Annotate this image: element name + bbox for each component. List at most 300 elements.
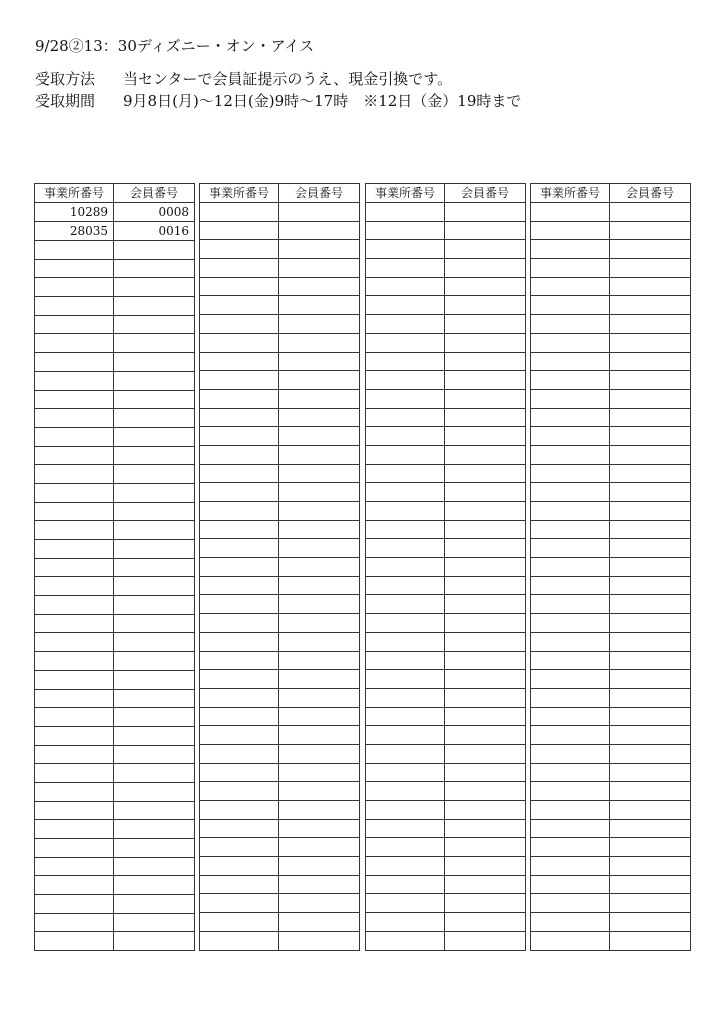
member-number-cell (279, 875, 360, 894)
office-number-cell (35, 353, 114, 372)
member-number-cell (445, 371, 526, 390)
table-row (366, 296, 526, 315)
table-row (200, 576, 360, 595)
table-row (35, 521, 195, 540)
table-row (35, 689, 195, 708)
office-number-cell (531, 801, 610, 820)
table-row (200, 464, 360, 483)
member-number-cell (279, 576, 360, 595)
table-row (200, 614, 360, 633)
table-row (200, 838, 360, 857)
table-row (366, 277, 526, 296)
table-row (35, 577, 195, 596)
member-number-cell (114, 390, 195, 409)
member-number-cell (114, 633, 195, 652)
office-number-cell (200, 801, 279, 820)
office-number-cell (366, 221, 445, 240)
office-number-cell (366, 819, 445, 838)
office-number-cell (366, 838, 445, 857)
table-row (35, 334, 195, 353)
office-number-cell (531, 614, 610, 633)
member-number-cell (610, 296, 691, 315)
office-number-cell (35, 596, 114, 615)
member-number-cell (279, 670, 360, 689)
office-number-cell (366, 801, 445, 820)
office-number-cell (35, 241, 114, 260)
pickup-period-label: 受取期間 (35, 92, 96, 110)
member-table-4 (530, 183, 691, 951)
table-row (35, 764, 195, 783)
table-row (531, 913, 691, 932)
table-row (531, 744, 691, 763)
member-number-cell (114, 596, 195, 615)
office-number-cell (366, 315, 445, 334)
table-row (366, 782, 526, 801)
member-number-cell (445, 408, 526, 427)
member-number-cell (445, 707, 526, 726)
table-row (200, 389, 360, 408)
table-row (366, 931, 526, 950)
member-number-cell (279, 838, 360, 857)
member-number-cell (610, 857, 691, 876)
office-number-cell (200, 670, 279, 689)
table-row (35, 540, 195, 559)
office-number-cell (366, 371, 445, 390)
table-row (35, 203, 195, 222)
member-number-cell (445, 913, 526, 932)
office-number-header: 事業所番号 (366, 184, 445, 203)
office-number-cell (366, 352, 445, 371)
office-number-cell (366, 894, 445, 913)
member-number-cell (279, 296, 360, 315)
member-number-cell (114, 353, 195, 372)
table-row (35, 652, 195, 671)
office-number-cell (200, 726, 279, 745)
office-number-cell (366, 931, 445, 950)
office-number-cell (531, 576, 610, 595)
member-number-cell (279, 894, 360, 913)
office-number-cell (200, 539, 279, 558)
table-row (35, 409, 195, 428)
office-number-cell (531, 520, 610, 539)
office-number-cell (531, 277, 610, 296)
office-number-cell (200, 371, 279, 390)
table-row (200, 857, 360, 876)
table-row (366, 221, 526, 240)
office-number-cell (200, 614, 279, 633)
office-number-cell (366, 259, 445, 278)
table-row (366, 240, 526, 259)
member-number-cell (114, 876, 195, 895)
member-number-cell (114, 409, 195, 428)
member-number-cell (279, 221, 360, 240)
member-number-cell (445, 240, 526, 259)
table-row (531, 371, 691, 390)
office-number-cell (366, 763, 445, 782)
office-number-cell (366, 576, 445, 595)
member-number-cell (279, 782, 360, 801)
table-row (35, 633, 195, 652)
office-number-cell (366, 632, 445, 651)
office-number-cell (200, 520, 279, 539)
table-row (200, 931, 360, 950)
member-number-cell (610, 221, 691, 240)
pickup-period-value: 9月8日(月)～12日(金)9時～17時 ※12日（金）19時まで (123, 92, 522, 110)
member-number-cell (610, 931, 691, 950)
office-number-cell (531, 688, 610, 707)
member-number-cell (445, 576, 526, 595)
member-number-cell (610, 707, 691, 726)
office-number-cell (531, 203, 610, 222)
office-number-cell (200, 389, 279, 408)
member-number-cell (610, 520, 691, 539)
member-number-cell (279, 539, 360, 558)
member-number-cell (114, 689, 195, 708)
member-number-cell (279, 913, 360, 932)
office-number-cell (200, 259, 279, 278)
table-row (366, 576, 526, 595)
member-number-cell (610, 259, 691, 278)
table-row (35, 222, 195, 241)
table-row (366, 763, 526, 782)
table-header-row (366, 184, 526, 203)
table-row (35, 446, 195, 465)
table-row (531, 427, 691, 446)
office-number-cell (366, 203, 445, 222)
office-number-cell (35, 577, 114, 596)
table-row (200, 296, 360, 315)
table-row (200, 782, 360, 801)
member-number-cell (445, 875, 526, 894)
table-row (200, 259, 360, 278)
table-row (35, 371, 195, 390)
member-number-cell (114, 913, 195, 932)
table-row (531, 240, 691, 259)
table-row (35, 895, 195, 914)
member-number-header: 会員番号 (445, 184, 526, 203)
office-number-cell (35, 614, 114, 633)
member-number-cell (114, 465, 195, 484)
member-number-cell (279, 632, 360, 651)
office-number-cell (366, 782, 445, 801)
office-number-cell (200, 221, 279, 240)
table-row (531, 595, 691, 614)
office-number-cell (35, 278, 114, 297)
member-number-cell (445, 688, 526, 707)
member-number-cell (114, 764, 195, 783)
table-row (531, 221, 691, 240)
table-row (531, 632, 691, 651)
office-number-cell (531, 763, 610, 782)
member-number-cell (114, 502, 195, 521)
member-number-cell (445, 819, 526, 838)
office-number-cell (200, 464, 279, 483)
table-row (35, 390, 195, 409)
office-number-cell (366, 726, 445, 745)
member-number-cell (610, 483, 691, 502)
table-row (531, 558, 691, 577)
table-row (200, 558, 360, 577)
office-number-cell (35, 483, 114, 502)
member-number-cell (445, 259, 526, 278)
office-number-cell (35, 390, 114, 409)
table-row (35, 913, 195, 932)
member-number-cell (279, 595, 360, 614)
office-number-cell (366, 558, 445, 577)
member-number-cell (114, 577, 195, 596)
member-number-cell (445, 389, 526, 408)
office-number-cell (200, 688, 279, 707)
table-row (366, 371, 526, 390)
office-number-cell (366, 483, 445, 502)
table-row (35, 297, 195, 316)
member-number-cell (610, 333, 691, 352)
member-number-cell (445, 763, 526, 782)
member-number-cell (114, 820, 195, 839)
office-number-cell (366, 744, 445, 763)
office-number-cell (366, 502, 445, 521)
table-row (366, 315, 526, 334)
office-number-cell (366, 857, 445, 876)
table-row (200, 595, 360, 614)
member-number-header: 会員番号 (279, 184, 360, 203)
member-number-cell (279, 277, 360, 296)
table-row (531, 763, 691, 782)
member-number-cell (445, 595, 526, 614)
table-row (35, 483, 195, 502)
member-number-cell (114, 315, 195, 334)
office-number-cell (531, 819, 610, 838)
member-number-cell: 0016 (114, 222, 195, 241)
office-number-cell (35, 446, 114, 465)
office-number-cell (35, 913, 114, 932)
table-row (366, 688, 526, 707)
member-number-cell (610, 445, 691, 464)
office-number-cell (35, 465, 114, 484)
office-number-header: 事業所番号 (531, 184, 610, 203)
office-number-cell (366, 539, 445, 558)
pickup-period-line (35, 91, 521, 111)
office-number-cell (200, 707, 279, 726)
office-number-cell (366, 240, 445, 259)
office-number-cell (200, 931, 279, 950)
member-number-cell (114, 895, 195, 914)
office-number-cell (35, 764, 114, 783)
table-row (35, 801, 195, 820)
table-row (531, 464, 691, 483)
office-number-cell (200, 651, 279, 670)
member-number-cell (114, 614, 195, 633)
table-row (200, 744, 360, 763)
table-row (366, 408, 526, 427)
office-number-cell (531, 371, 610, 390)
office-number-cell (531, 445, 610, 464)
office-number-cell (35, 540, 114, 559)
office-number-cell (366, 614, 445, 633)
member-number-cell (114, 241, 195, 260)
office-number-cell (35, 801, 114, 820)
table-header-row (200, 184, 360, 203)
table-row (366, 894, 526, 913)
table-row (200, 315, 360, 334)
office-number-cell (531, 352, 610, 371)
member-number-cell (445, 445, 526, 464)
member-number-cell (279, 352, 360, 371)
office-number-cell (200, 819, 279, 838)
table-row (366, 203, 526, 222)
office-number-cell (35, 895, 114, 914)
table-row (366, 875, 526, 894)
table-row (200, 763, 360, 782)
office-number-cell (35, 652, 114, 671)
table-row (35, 558, 195, 577)
table-row (200, 707, 360, 726)
table-row (531, 483, 691, 502)
office-number-cell (531, 408, 610, 427)
office-number-cell (200, 913, 279, 932)
table-row (200, 277, 360, 296)
table-row (531, 259, 691, 278)
member-number-cell (279, 315, 360, 334)
table-row (35, 259, 195, 278)
table-row (200, 539, 360, 558)
table-row (531, 894, 691, 913)
office-number-cell (366, 464, 445, 483)
office-number-cell (35, 726, 114, 745)
office-number-header: 事業所番号 (35, 184, 114, 203)
member-number-cell (445, 632, 526, 651)
table-row (531, 875, 691, 894)
office-number-cell (200, 558, 279, 577)
table-row (35, 465, 195, 484)
table-row (366, 744, 526, 763)
office-number-cell (531, 483, 610, 502)
office-number-cell (200, 203, 279, 222)
member-number-cell (114, 521, 195, 540)
page-title: 9/28②13：30ディズニー・オン・アイス (35, 37, 315, 55)
member-number-cell (445, 614, 526, 633)
office-number-cell (200, 502, 279, 521)
member-number-cell (279, 520, 360, 539)
member-number-cell (445, 333, 526, 352)
member-number-cell (610, 763, 691, 782)
member-number-cell (610, 838, 691, 857)
table-row (200, 221, 360, 240)
table-row (531, 520, 691, 539)
office-number-cell (200, 744, 279, 763)
table-row (366, 352, 526, 371)
table-row (35, 614, 195, 633)
office-number-cell (35, 839, 114, 858)
member-number-cell (114, 932, 195, 951)
member-number-cell (279, 763, 360, 782)
office-number-cell (531, 315, 610, 334)
member-number-cell (445, 296, 526, 315)
table-row (35, 876, 195, 895)
table-row (531, 539, 691, 558)
office-number-cell (366, 408, 445, 427)
table-row (531, 445, 691, 464)
table-row (366, 539, 526, 558)
table-row (35, 427, 195, 446)
table-row (531, 688, 691, 707)
member-number-cell (114, 801, 195, 820)
member-number-cell (445, 801, 526, 820)
office-number-cell (35, 820, 114, 839)
office-number-cell (531, 502, 610, 521)
office-number-cell (531, 894, 610, 913)
office-number-cell (531, 221, 610, 240)
office-number-cell (35, 334, 114, 353)
table-row (366, 614, 526, 633)
table-row (35, 820, 195, 839)
office-number-cell (200, 857, 279, 876)
member-number-cell (610, 408, 691, 427)
office-number-cell (35, 857, 114, 876)
member-number-cell (610, 595, 691, 614)
member-number-cell (114, 334, 195, 353)
table-row (366, 558, 526, 577)
table-row (531, 576, 691, 595)
office-number-cell (531, 632, 610, 651)
member-number-cell (114, 839, 195, 858)
member-number-cell (610, 744, 691, 763)
member-number-cell (445, 483, 526, 502)
table-row (366, 838, 526, 857)
table-row (531, 614, 691, 633)
pickup-method-value: 当センターで会員証提示のうえ、現金引換です。 (123, 70, 453, 88)
member-number-cell (445, 782, 526, 801)
table-row (531, 707, 691, 726)
office-number-cell (200, 595, 279, 614)
member-table-1 (34, 183, 195, 951)
member-number-cell (279, 240, 360, 259)
office-number-cell (531, 333, 610, 352)
member-number-cell (445, 539, 526, 558)
member-number-cell (114, 558, 195, 577)
office-number-cell (35, 670, 114, 689)
table-row (366, 819, 526, 838)
office-number-cell (35, 502, 114, 521)
table-row (200, 670, 360, 689)
table-row (366, 502, 526, 521)
office-number-cell (531, 240, 610, 259)
office-number-cell (200, 240, 279, 259)
member-number-cell (445, 221, 526, 240)
member-number-cell (610, 240, 691, 259)
member-number-cell (610, 875, 691, 894)
table-row (531, 782, 691, 801)
member-number-cell (610, 371, 691, 390)
table-row (366, 801, 526, 820)
member-number-cell (610, 464, 691, 483)
office-number-cell (35, 259, 114, 278)
member-number-cell (114, 726, 195, 745)
office-number-cell (200, 782, 279, 801)
office-number-cell (200, 838, 279, 857)
member-number-cell (610, 558, 691, 577)
member-number-cell (279, 707, 360, 726)
member-number-cell (445, 277, 526, 296)
table-header-row (531, 184, 691, 203)
table-row (531, 819, 691, 838)
office-number-cell: 28035 (35, 222, 114, 241)
table-row (200, 913, 360, 932)
office-number-cell (531, 931, 610, 950)
table-row (366, 913, 526, 932)
member-number-cell (114, 427, 195, 446)
table-row (366, 333, 526, 352)
